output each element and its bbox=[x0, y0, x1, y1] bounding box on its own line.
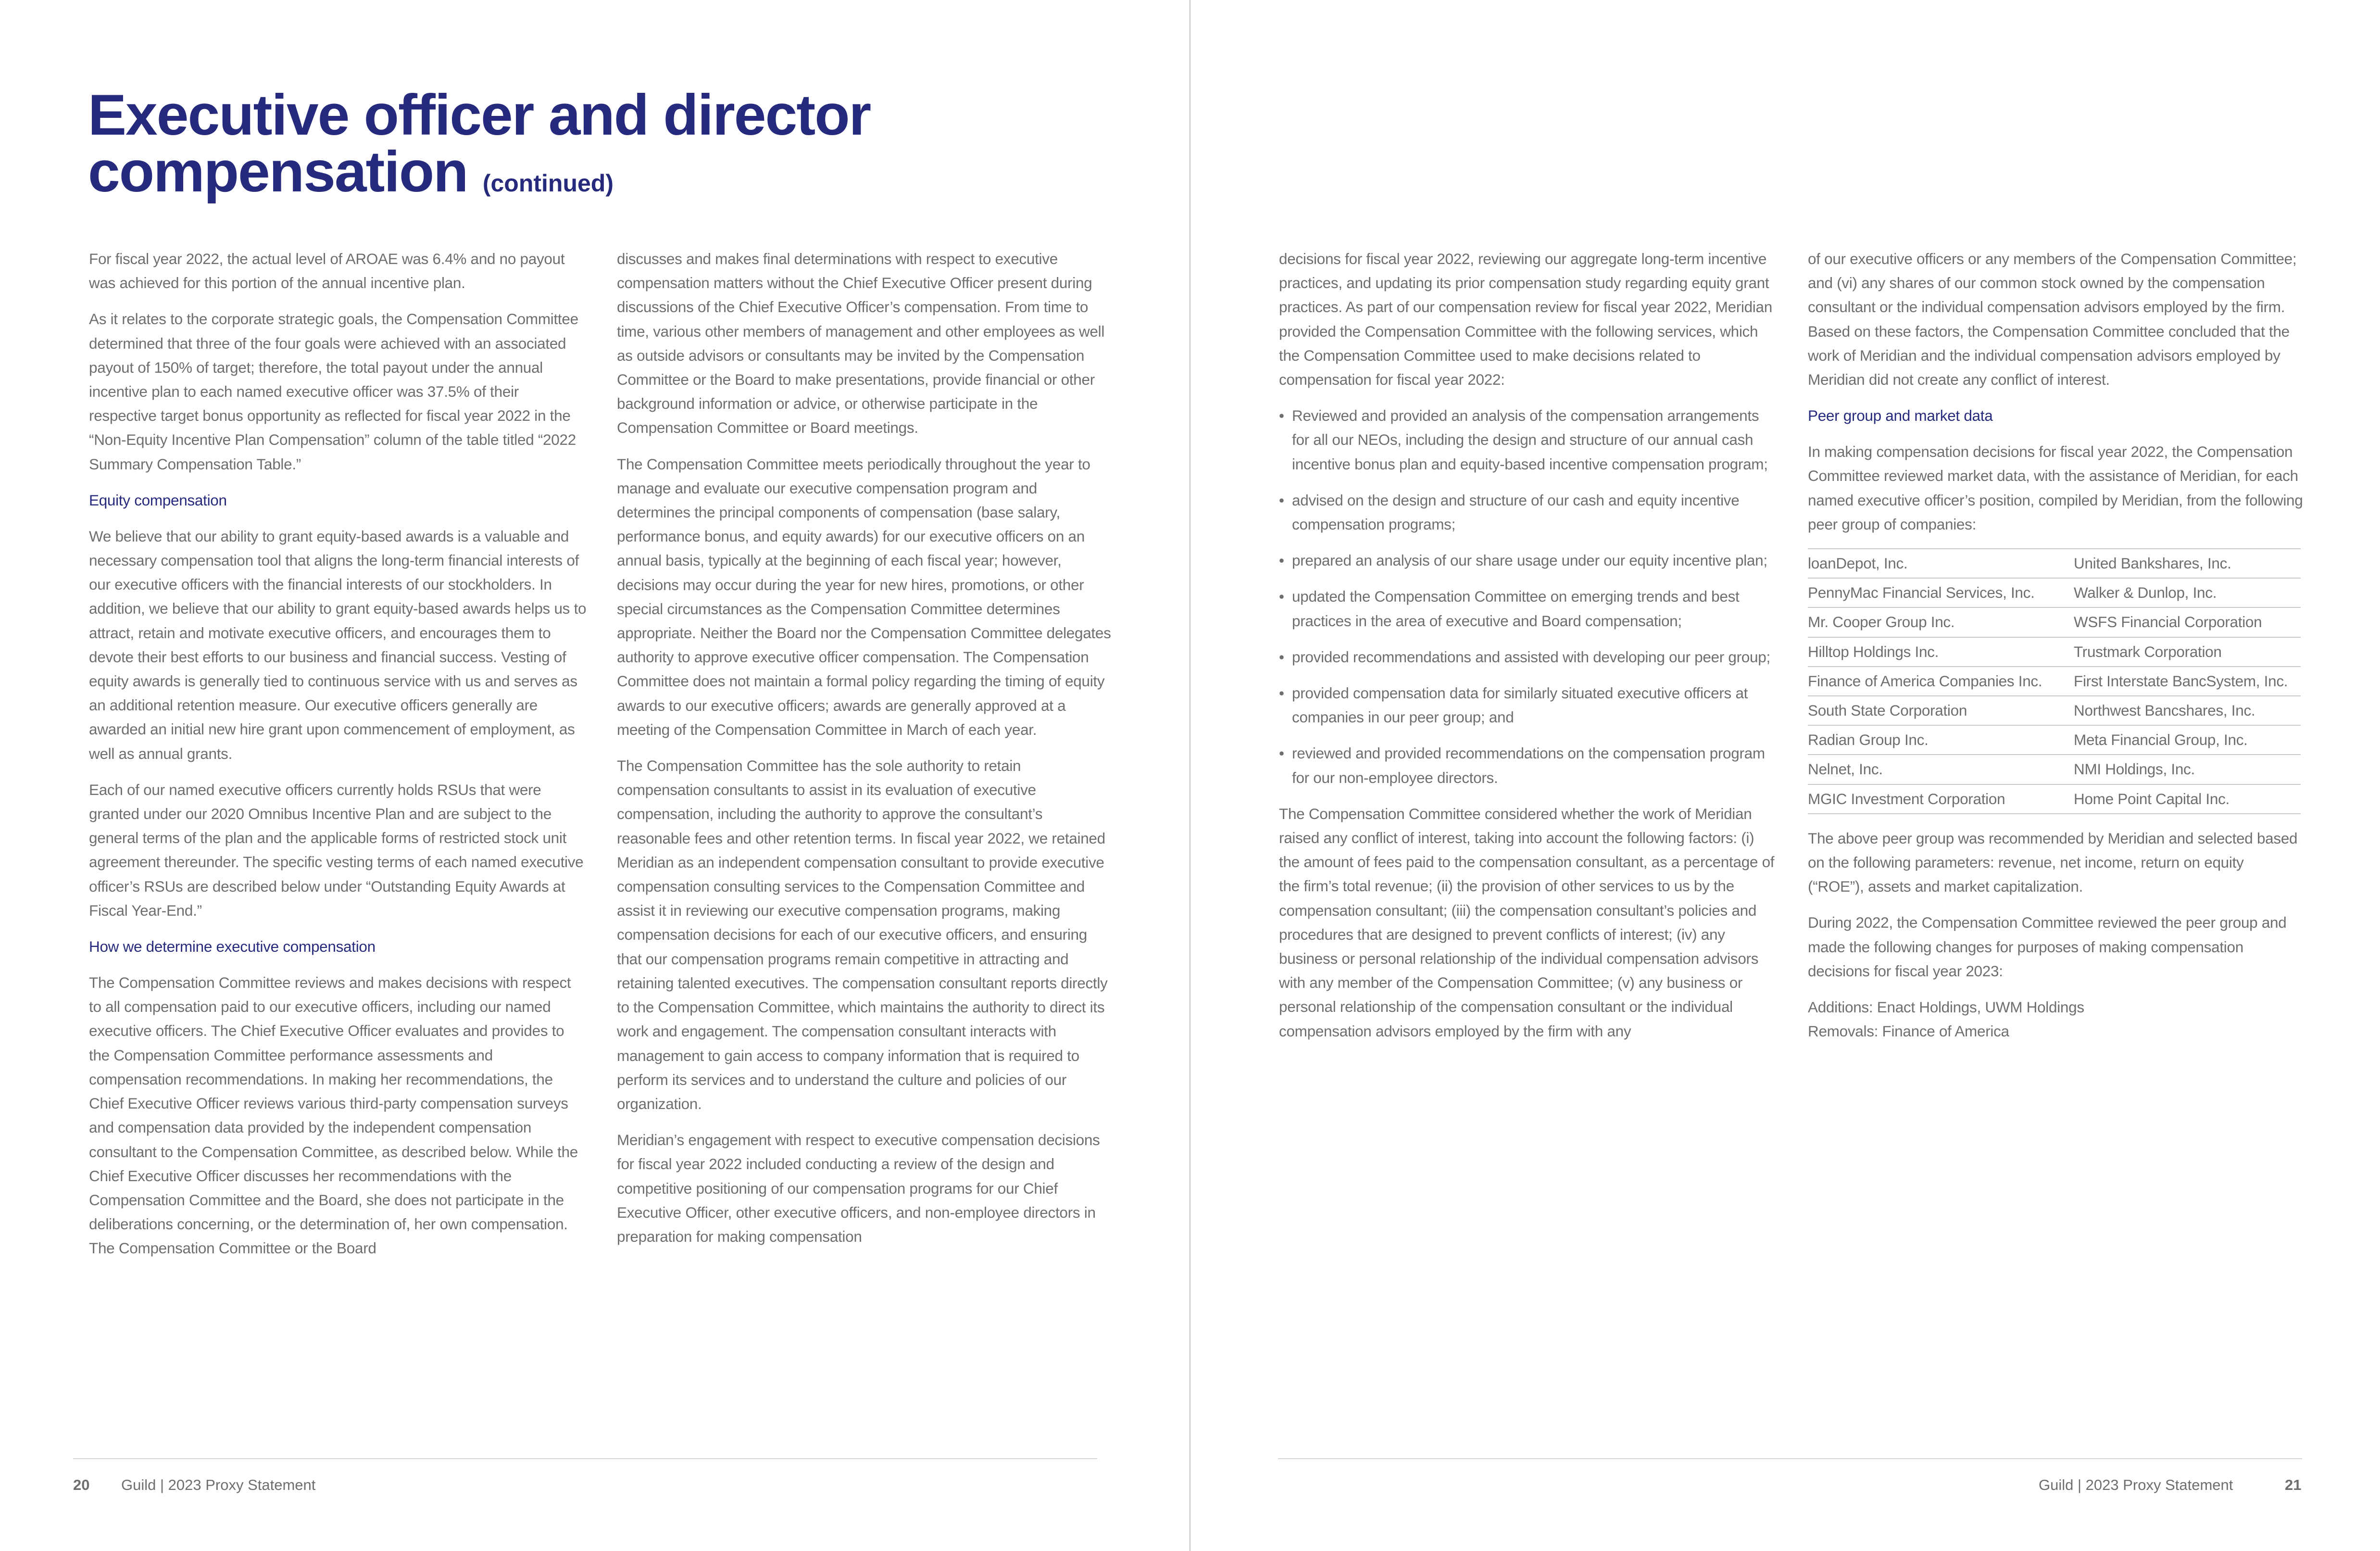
peer-company-cell: Home Point Capital Inc. bbox=[2074, 784, 2301, 814]
bullet-icon: • bbox=[1279, 407, 1284, 425]
peer-company-cell: South State Corporation bbox=[1808, 696, 2074, 725]
paragraph-meridian-engagement: Meridian’s engagement with respect to executive compensation decisions for fiscal year 2022 included conducting a review of the design and competitive positioning of our compensation programs for our Chief Executive Officer, other executive officers, and non-employee directors in preparation for making compensation bbox=[617, 1131, 1100, 1245]
title-line-2: compensation bbox=[88, 139, 468, 204]
peer-removals: Removals: Finance of America bbox=[1808, 1022, 2009, 1040]
title-continued: (continued) bbox=[482, 170, 614, 197]
paragraph-conflict-of-interest: The Compensation Committee considered whether the work of Meridian raised any conflict of interest, taking into account the following factors: (i) the amount of fees paid to the compensation consultant, as a percentage of the firm’s total revenue; (ii) the provision of other services to us by the compensation consultant; (iii) the compensation consultant’s policies and procedures that are designed to prevent conflicts of interest; (iv) any business or personal relationship of the individual compensation advisors with any member of the Compensation Committee; (v) any business or personal relationship of the compensation consultant or the individual compensation advisors employed by the firm with any bbox=[1279, 805, 1775, 1040]
page-title bbox=[88, 83, 871, 212]
right-page-column-2 bbox=[1808, 247, 2303, 1043]
peer-company-cell: Mr. Cooper Group Inc. bbox=[1808, 607, 2074, 637]
peer-table-row bbox=[1808, 755, 2301, 784]
paragraph-committee-meets: The Compensation Committee meets periodically throughout the year to manage and evaluate our executive compensation program and determines the principal components of compensation (base salary, performance bonus, and equity awards) for our executive officers on an annual basis, typically at the beginning of each fiscal year; however, decisions may occur during the year for new hires, promotions, or other special circumstances as the Compensation Committee determines appropriate. Neither the Board nor the Compensation Committee delegates authority to approve executive officer compensation. The Compensation Committee does not maintain a formal policy regarding the timing of equity awards to our executive officers; awards are generally approved at a meeting of the Compensation Committee in March of each year. bbox=[617, 455, 1111, 738]
peer-company-cell: PennyMac Financial Services, Inc. bbox=[1808, 578, 2074, 607]
peer-company-cell: Northwest Bancshares, Inc. bbox=[2074, 696, 2301, 725]
peer-table-row bbox=[1808, 578, 2301, 607]
peer-company-cell: WSFS Financial Corporation bbox=[2074, 607, 2301, 637]
peer-company-cell: Walker & Dunlop, Inc. bbox=[2074, 578, 2301, 607]
peer-group-table bbox=[1808, 548, 2301, 814]
left-footer-rule bbox=[73, 1458, 1097, 1459]
paragraph-rsus: Each of our named executive officers currently holds RSUs that were granted under our 2020 Omnibus Incentive Plan and are subject to the general terms of the plan and the applicable forms of restricted stock unit agreement thereunder. The specific vesting terms of each named executive officer’s RSUs are described below under “Outstanding Equity Awards at Fiscal Year-End.” bbox=[89, 781, 584, 919]
peer-company-cell: Finance of America Companies Inc. bbox=[1808, 667, 2074, 696]
peer-additions: Additions: Enact Holdings, UWM Holdings bbox=[1808, 998, 2084, 1016]
bullet-icon: • bbox=[1279, 552, 1284, 569]
bullet-item: • advised on the design and structure of our cash and equity incentive compensation programs; bbox=[1279, 488, 1777, 536]
right-footer-rule bbox=[1278, 1458, 2302, 1459]
peer-table-row bbox=[1808, 667, 2301, 696]
peer-company-cell: Hilltop Holdings Inc. bbox=[1808, 637, 2074, 667]
bullet-item: • provided recommendations and assisted with developing our peer group; bbox=[1279, 645, 1777, 669]
paragraph-market-data: In making compensation decisions for fiscal year 2022, the Compensation Committee reviewed market data, with the assistance of Meridian, for each named executive officer’s position, compiled by Meridian, from the following peer group of companies: bbox=[1808, 443, 2303, 533]
bullet-icon: • bbox=[1279, 648, 1284, 666]
heading-peer-group: Peer group and market data bbox=[1808, 407, 1993, 425]
peer-company-cell: Trustmark Corporation bbox=[2074, 637, 2301, 667]
peer-company-cell: loanDepot, Inc. bbox=[1808, 549, 2074, 578]
left-page-number: 20 bbox=[73, 1476, 90, 1493]
bullet-icon: • bbox=[1279, 491, 1284, 509]
peer-table-row bbox=[1808, 725, 2301, 755]
title-line-1: Executive officer and director bbox=[88, 83, 871, 147]
paragraph-equity-awards: We believe that our ability to grant equity-based awards is a valuable and necessary compensation tool that aligns the long-term financial interests of our executive officers with the financial interests of our stockholders. In addition, we believe that our ability to grant equity-based awards helps us to attract, retain and motivate executive officers, and encourages them to devote their best efforts to our business and financial success. Vesting of equity awards is generally tied to continuous service with us and serves as an additional retention measure. Our executive officers generally are awarded an initial new hire grant upon commencement of employment, as well as annual grants. bbox=[89, 527, 587, 762]
bullet-icon: • bbox=[1279, 744, 1284, 762]
bullet-item: • prepared an analysis of our share usage under our equity incentive plan; bbox=[1279, 548, 1777, 572]
peer-company-cell: Nelnet, Inc. bbox=[1808, 755, 2074, 784]
left-page-column-2 bbox=[617, 247, 1115, 1261]
bullet-item: • reviewed and provided recommendations on the compensation program for our non-employee directors. bbox=[1279, 741, 1777, 789]
paragraph-meridian-services: decisions for fiscal year 2022, reviewing our aggregate long-term incentive practices, and updating its prior compensation study regarding equity grant practices. As part of our compensation review for fiscal year 2022, Meridian provided the Compensation Committee with the following services, which the Compensation Committee used to make decisions related to compensation for fiscal year 2022: bbox=[1279, 250, 1772, 389]
peer-table-row bbox=[1808, 549, 2301, 578]
bullet-item: • updated the Compensation Committee on emerging trends and best practices in the area of executive and Board compensation; bbox=[1279, 584, 1777, 632]
right-page-number: 21 bbox=[2285, 1476, 2302, 1493]
peer-table-row bbox=[1808, 607, 2301, 637]
right-page-column-1 bbox=[1279, 247, 1777, 1055]
right-footer-text: Guild | 2023 Proxy Statement bbox=[2039, 1476, 2233, 1493]
peer-table-row bbox=[1808, 784, 2301, 814]
peer-company-cell: Meta Financial Group, Inc. bbox=[2074, 725, 2301, 755]
left-page-column-1 bbox=[89, 247, 587, 1273]
paragraph-peer-parameters: The above peer group was recommended by Meridian and selected based on the following parameters: revenue, net income, return on equity (“ROE”), assets and market capitalization. bbox=[1808, 829, 2298, 895]
bullet-icon: • bbox=[1279, 588, 1284, 605]
bullet-item: • Reviewed and provided an analysis of the compensation arrangements for all our NEOs, including the design and structure of our annual cash incentive bonus plan and equity-based incentive compensation program; bbox=[1279, 404, 1777, 476]
paragraph-final-determinations: discusses and makes final determinations with respect to executive compensation matters without the Chief Executive Officer present during discussions of the Chief Executive Officer’s compensation. From time to time, various other members of management and other employees as well as outside advisors or consultants may be invited by the Compensation Committee or the Board to make presentations, provide financial or other background information or advice, or otherwise participate in the Compensation Committee or Board meetings. bbox=[617, 250, 1105, 437]
peer-company-cell: Radian Group Inc. bbox=[1808, 725, 2074, 755]
peer-company-cell: United Bankshares, Inc. bbox=[2074, 549, 2301, 578]
heading-equity-compensation: Equity compensation bbox=[89, 491, 227, 509]
peer-table-row bbox=[1808, 696, 2301, 725]
bullet-icon: • bbox=[1279, 684, 1284, 702]
services-bullet-list bbox=[1279, 404, 1777, 790]
peer-company-cell: MGIC Investment Corporation bbox=[1808, 784, 2074, 814]
peer-table-row bbox=[1808, 637, 2301, 667]
paragraph-sole-authority: The Compensation Committee has the sole authority to retain compensation consultants to assist in its evaluation of executive compensation, including the authority to approve the consultant’s reasonable fees and other retention terms. In fiscal year 2022, we retained Meridian as an independent compensation consultant to provide executive compensation consulting services to the Compensation Committee and assist it in reviewing our executive compensation programs, making compensation decisions for each of our executive officers, and ensuring that our compensation programs remain competitive in attracting and retaining talented executives. The compensation consultant reports directly to the Compensation Committee, which maintains the authority to direct its work and engagement. The compensation consultant interacts with management to gain access to company information that is required to perform its services and to understand the culture and policies of our organization. bbox=[617, 757, 1108, 1112]
paragraph-conflict-conclusion: of our executive officers or any members of the Compensation Committee; and (vi) any shares of our common stock owned by the compensation consultant or the individual compensation advisors employed by the firm. Based on these factors, the Compensation Committee concluded that the work of Meridian and the individual compensation advisors employed by Meridian did not create any conflict of interest. bbox=[1808, 250, 2297, 389]
heading-how-we-determine: How we determine executive compensation bbox=[89, 938, 376, 956]
peer-company-cell: NMI Holdings, Inc. bbox=[2074, 755, 2301, 784]
left-footer-text: Guild | 2023 Proxy Statement bbox=[121, 1476, 316, 1493]
paragraph-peer-changes: During 2022, the Compensation Committee reviewed the peer group and made the following changes for purposes of making compensation decisions for fiscal year 2023: bbox=[1808, 914, 2287, 980]
peer-company-cell: First Interstate BancSystem, Inc. bbox=[2074, 667, 2301, 696]
paragraph-committee-reviews: The Compensation Committee reviews and makes decisions with respect to all compensation paid to our executive officers, including our named executive officers. The Chief Executive Officer evaluates and provides to the Compensation Committee performance assessments and compensation recommendations. In making her recommendations, the Chief Executive Officer reviews various third-party compensation surveys and compensation data provided by the independent compensation consultant to the Compensation Committee, as described below. While the Chief Executive Officer discusses her recommendations with the Compensation Committee and the Board, she does not participate in the deliberations concerning, or the determination of, her own compensation. The Compensation Committee or the Board bbox=[89, 974, 578, 1257]
paragraph-aroae: For fiscal year 2022, the actual level of AROAE was 6.4% and no payout was achieved for this portion of the annual incentive plan. bbox=[89, 250, 565, 292]
paragraph-strategic-goals: As it relates to the corporate strategic goals, the Compensation Committee determined that three of the four goals were achieved with an associated payout of 150% of target; therefore, the total payout under the annual incentive plan to each named executive officer was 37.5% of their respective target bonus opportunity as reflected for fiscal year 2022 in the “Non-Equity Incentive Plan Compensation” column of the table titled “2022 Summary Compensation Table.” bbox=[89, 310, 578, 473]
bullet-item: • provided compensation data for similarly situated executive officers at companies in our peer group; and bbox=[1279, 681, 1777, 729]
